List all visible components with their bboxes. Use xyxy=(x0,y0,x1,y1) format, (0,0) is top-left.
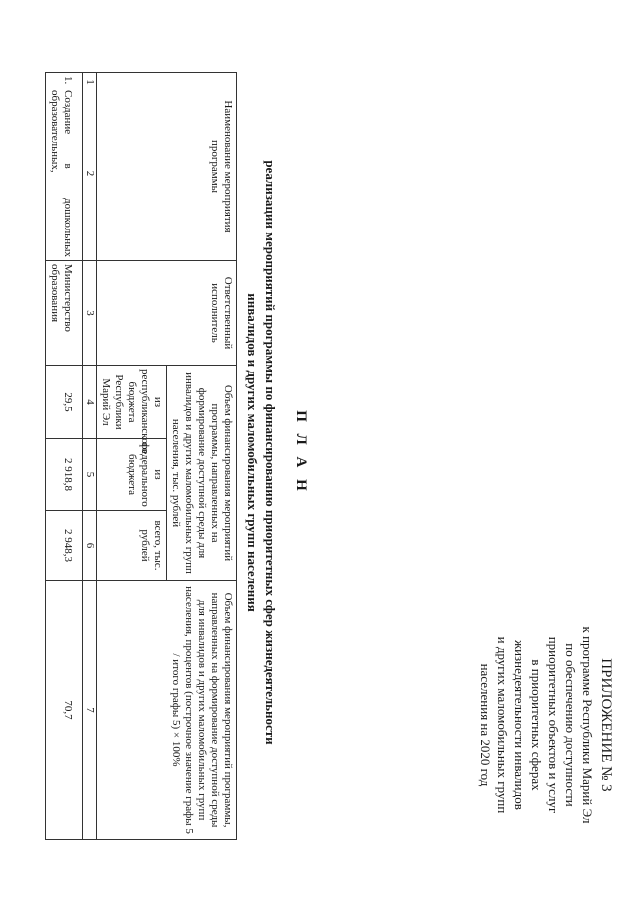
row-federal: 2 918,8 xyxy=(46,439,83,511)
appendix-line: в приоритетных сферах xyxy=(529,659,544,791)
row-name-cell xyxy=(46,73,83,261)
column-number: 6 xyxy=(83,511,97,581)
column-number: 1 xyxy=(84,79,96,85)
appendix-line: населения на 2020 год xyxy=(478,663,493,787)
appendix-line: и других маломобильных групп xyxy=(495,636,510,814)
header-federal: из федерального бюджета xyxy=(97,439,167,511)
header-total: всего, тыс. рублей xyxy=(97,511,167,581)
column-number-row xyxy=(83,73,97,840)
header-volume-group: Объем финансирования мероприятий программы, направленных на формирование доступной среды для инвалидов и других маломобильных групп населения, тыс. рублей xyxy=(167,366,237,581)
appendix-line: приоритетных объектов и услуг xyxy=(546,636,561,814)
row-executor: Министерство образования xyxy=(46,261,83,366)
row-number: 1. xyxy=(62,76,74,85)
row-percent: 70,7 xyxy=(46,581,83,840)
row-total: 2 948,3 xyxy=(46,511,83,581)
plan-subtitle-line: инвалидов и других маломобильных групп населения xyxy=(245,293,260,612)
table-row xyxy=(46,73,83,840)
column-number: 5 xyxy=(83,439,97,511)
appendix-title: ПРИЛОЖЕНИЕ № 3 xyxy=(598,658,614,792)
column-number-cell xyxy=(83,73,97,261)
header-name: Наименование мероприятия программы xyxy=(97,73,237,261)
header-percent: Объем финансирования мероприятий программы, направленных на формирование доступной среды для инвалидов и других маломобильных групп населения, процентов (построчное значение графы 5 / итого графы 5) × 100% xyxy=(97,581,237,840)
row-name: Создание в дошкольных образовательных, xyxy=(49,90,74,257)
header-republic: из республиканского бюджета Республики Марий Эл xyxy=(97,366,167,439)
appendix-line: к программе Республики Марий Эл xyxy=(580,626,595,824)
financing-table xyxy=(45,72,237,840)
plan-subtitle xyxy=(243,60,279,845)
column-number: 7 xyxy=(83,581,97,840)
plan-subtitle-line: реализации мероприятий программы по финансированию приоритетных сфер жизнедеятельности xyxy=(263,160,278,745)
column-number: 3 xyxy=(83,261,97,366)
column-number: 4 xyxy=(83,366,97,439)
header-executor: Ответственный исполнитель xyxy=(97,261,237,366)
column-number: 2 xyxy=(84,170,96,177)
plan-title: П Л А Н xyxy=(293,410,309,495)
appendix-block xyxy=(477,560,615,890)
appendix-line: по обеспечению доступности xyxy=(563,643,578,807)
appendix-line: жизнедеятельности инвалидов xyxy=(512,640,527,810)
row-republic: 29,5 xyxy=(46,366,83,439)
